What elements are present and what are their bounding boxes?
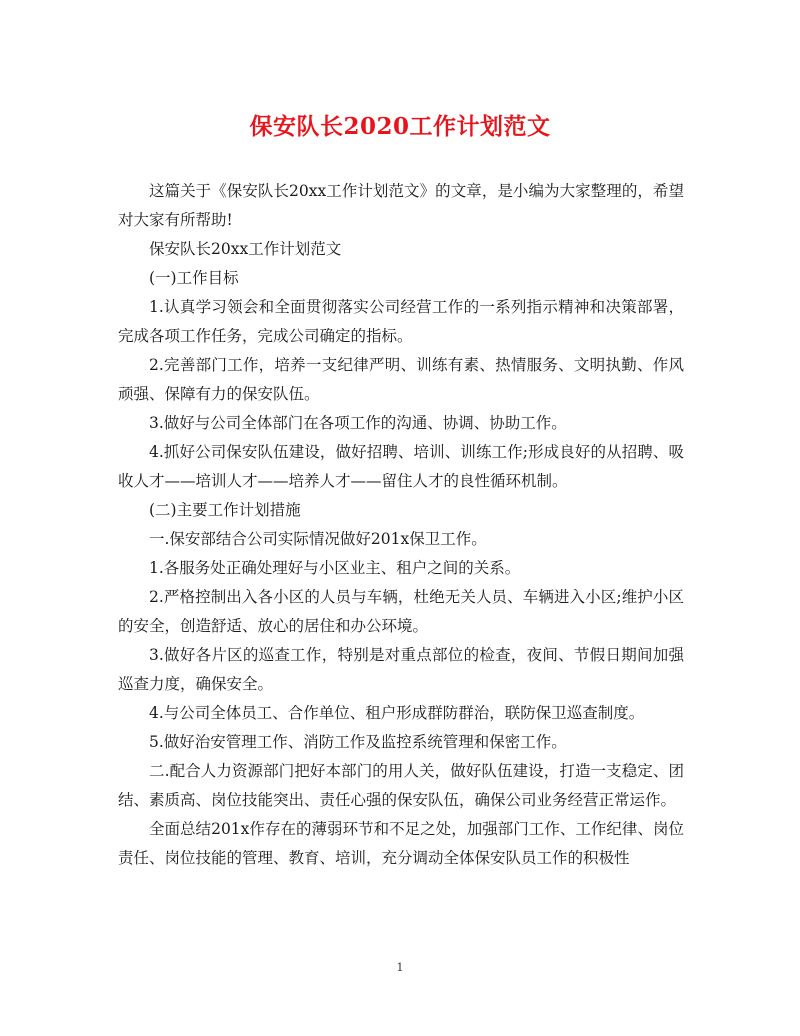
document-title: 保安队长2020工作计划范文: [249, 113, 551, 140]
goal-item-4: 4.抓好公司保安队伍建设，做好招聘、培训、训练工作;形成良好的从招聘、吸收人才——培训人才——培养人才——留住人才的良性循环机制。: [118, 443, 684, 490]
measure-item-2: 2.严格控制出入各小区的人员与车辆，杜绝无关人员、车辆进入小区;维护小区的安全，创造舒适、放心的居住和办公环境。: [118, 588, 684, 635]
goal-item-2: 2.完善部门工作，培养一支纪律严明、训练有素、热情服务、文明执勤、作风顽强、保障有力的保安队伍。: [118, 356, 684, 403]
goal-item-3: 3.做好与公司全体部门在各项工作的沟通、协调、协助工作。: [149, 414, 567, 432]
section-heading-goals: (一)工作目标: [149, 269, 239, 287]
measure-part-1: 一.保安部结合公司实际情况做好201x保卫工作。: [149, 530, 487, 548]
measure-item-5: 5.做好治安管理工作、消防工作及监控系统管理和保密工作。: [149, 733, 567, 751]
measure-part-2: 二.配合人力资源部门把好本部门的用人关，做好队伍建设，打造一支稳定、团结、素质高、岗位技能突出、责任心强的保安队伍，确保公司业务经营正常运作。: [118, 762, 684, 809]
goal-item-1: 1.认真学习领会和全面贯彻落实公司经营工作的一系列指示精神和决策部署，完成各项工作任务，完成公司确定的指标。: [118, 298, 684, 345]
page-number: 1: [396, 961, 404, 974]
section-heading-measures: (二)主要工作计划措施: [149, 501, 301, 519]
measure-item-1: 1.各服务处正确处理好与小区业主、租户之间的关系。: [149, 559, 521, 577]
intro-paragraph: 这篇关于《保安队长20xx工作计划范文》的文章，是小编为大家整理的，希望对大家有所帮助!: [118, 182, 684, 229]
document-body: [118, 177, 684, 873]
measure-item-3: 3.做好各片区的巡查工作，特别是对重点部位的检查，夜间、节假日期间加强巡查力度，确保安全。: [118, 646, 684, 693]
measure-item-4: 4.与公司全体员工、合作单位、租户形成群防群治，联防保卫巡查制度。: [149, 704, 645, 722]
summary-paragraph: 全面总结201x作存在的薄弱环节和不足之处，加强部门工作、工作纪律、岗位责任、岗位技能的管理、教育、培训，充分调动全体保安队员工作的积极性: [118, 820, 684, 867]
subtitle-paragraph: 保安队长20xx工作计划范文: [149, 240, 342, 258]
